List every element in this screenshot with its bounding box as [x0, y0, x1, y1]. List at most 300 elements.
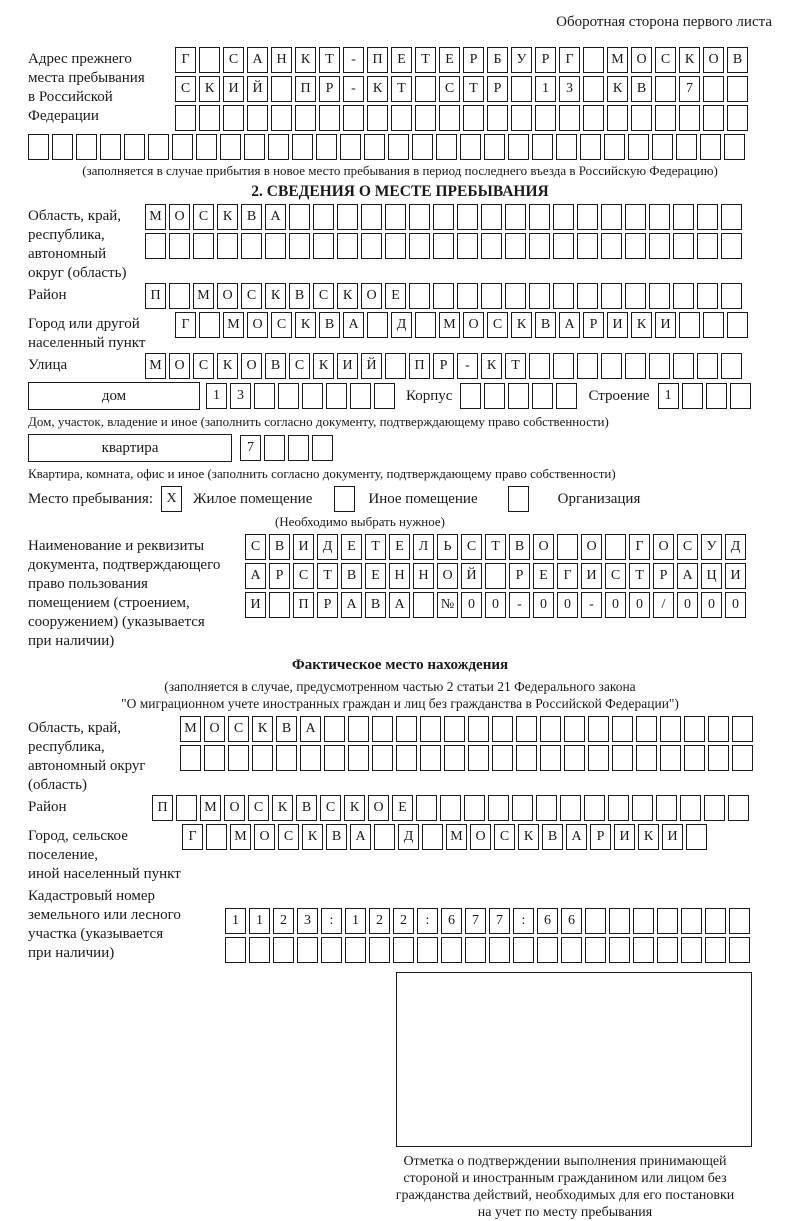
char-cell[interactable]: О — [241, 353, 262, 379]
char-cell[interactable] — [649, 233, 670, 259]
ownership-document-row-3[interactable] — [245, 592, 749, 618]
char-cell[interactable]: - — [581, 592, 602, 618]
char-cell[interactable]: О — [463, 312, 484, 338]
char-cell[interactable] — [388, 134, 409, 160]
char-cell[interactable]: А — [389, 592, 410, 618]
char-cell[interactable] — [364, 134, 385, 160]
char-cell[interactable]: И — [614, 824, 635, 850]
char-cell[interactable]: 7 — [240, 435, 261, 461]
char-cell[interactable]: К — [252, 716, 273, 742]
char-cell[interactable] — [28, 134, 49, 160]
char-cell[interactable] — [609, 908, 630, 934]
char-cell[interactable] — [337, 204, 358, 230]
char-cell[interactable] — [396, 716, 417, 742]
char-cell[interactable]: С — [278, 824, 299, 850]
char-cell[interactable]: О — [437, 563, 458, 589]
char-cell[interactable]: Н — [389, 563, 410, 589]
char-cell[interactable] — [732, 716, 753, 742]
char-cell[interactable] — [204, 745, 225, 771]
char-cell[interactable]: М — [145, 353, 166, 379]
char-cell[interactable]: В — [326, 824, 347, 850]
char-cell[interactable] — [76, 134, 97, 160]
char-cell[interactable] — [269, 592, 290, 618]
char-cell[interactable] — [337, 233, 358, 259]
char-cell[interactable]: О — [368, 795, 389, 821]
char-cell[interactable]: № — [437, 592, 458, 618]
char-cell[interactable] — [350, 383, 371, 409]
char-cell[interactable] — [345, 937, 366, 963]
char-cell[interactable]: Е — [365, 563, 386, 589]
char-cell[interactable] — [302, 383, 323, 409]
char-cell[interactable] — [703, 76, 724, 102]
char-cell[interactable] — [529, 204, 550, 230]
char-cell[interactable]: М — [607, 47, 628, 73]
char-cell[interactable] — [676, 134, 697, 160]
char-cell[interactable]: X — [161, 486, 182, 512]
char-cell[interactable] — [199, 105, 220, 131]
char-cell[interactable] — [468, 716, 489, 742]
char-cell[interactable] — [612, 716, 633, 742]
char-cell[interactable] — [463, 105, 484, 131]
char-cell[interactable] — [729, 908, 750, 934]
char-cell[interactable] — [730, 383, 751, 409]
actual-region-row-2[interactable] — [180, 745, 756, 771]
char-cell[interactable] — [728, 795, 749, 821]
char-cell[interactable]: К — [199, 76, 220, 102]
char-cell[interactable]: С — [293, 563, 314, 589]
char-cell[interactable] — [492, 716, 513, 742]
char-cell[interactable]: 0 — [605, 592, 626, 618]
char-cell[interactable] — [326, 383, 347, 409]
char-cell[interactable]: 1 — [206, 383, 227, 409]
char-cell[interactable] — [415, 105, 436, 131]
char-cell[interactable] — [580, 134, 601, 160]
previous-address-row-1[interactable] — [175, 47, 751, 73]
char-cell[interactable] — [292, 134, 313, 160]
char-cell[interactable]: И — [293, 534, 314, 560]
char-cell[interactable] — [657, 937, 678, 963]
char-cell[interactable] — [601, 353, 622, 379]
char-cell[interactable]: Й — [461, 563, 482, 589]
char-cell[interactable]: П — [145, 283, 166, 309]
char-cell[interactable] — [145, 233, 166, 259]
char-cell[interactable]: / — [653, 592, 674, 618]
char-cell[interactable] — [727, 312, 748, 338]
char-cell[interactable] — [369, 937, 390, 963]
char-cell[interactable] — [633, 908, 654, 934]
char-cell[interactable]: И — [607, 312, 628, 338]
char-cell[interactable]: В — [341, 563, 362, 589]
char-cell[interactable]: Л — [413, 534, 434, 560]
char-cell[interactable] — [484, 134, 505, 160]
char-cell[interactable] — [413, 592, 434, 618]
char-cell[interactable] — [553, 283, 574, 309]
char-cell[interactable]: К — [217, 353, 238, 379]
char-cell[interactable] — [532, 383, 553, 409]
char-cell[interactable]: С — [289, 353, 310, 379]
char-cell[interactable]: И — [662, 824, 683, 850]
char-cell[interactable]: Ь — [437, 534, 458, 560]
char-cell[interactable]: 2 — [393, 908, 414, 934]
char-cell[interactable] — [628, 134, 649, 160]
char-cell[interactable]: А — [677, 563, 698, 589]
char-cell[interactable] — [206, 824, 227, 850]
char-cell[interactable]: 0 — [725, 592, 746, 618]
char-cell[interactable]: 7 — [679, 76, 700, 102]
char-cell[interactable]: К — [679, 47, 700, 73]
char-cell[interactable]: С — [655, 47, 676, 73]
char-cell[interactable] — [440, 795, 461, 821]
char-cell[interactable]: 0 — [485, 592, 506, 618]
char-cell[interactable] — [324, 745, 345, 771]
char-cell[interactable]: М — [446, 824, 467, 850]
char-cell[interactable] — [460, 134, 481, 160]
char-cell[interactable] — [193, 233, 214, 259]
char-cell[interactable] — [52, 134, 73, 160]
char-cell[interactable]: С — [248, 795, 269, 821]
char-cell[interactable] — [680, 795, 701, 821]
char-cell[interactable] — [697, 353, 718, 379]
char-cell[interactable]: В — [269, 534, 290, 560]
char-cell[interactable]: О — [169, 353, 190, 379]
char-cell[interactable] — [241, 233, 262, 259]
char-cell[interactable] — [649, 204, 670, 230]
char-cell[interactable]: М — [200, 795, 221, 821]
char-cell[interactable]: О — [224, 795, 245, 821]
char-cell[interactable]: К — [638, 824, 659, 850]
char-cell[interactable] — [439, 105, 460, 131]
char-cell[interactable] — [588, 716, 609, 742]
char-cell[interactable] — [585, 937, 606, 963]
char-cell[interactable] — [416, 795, 437, 821]
char-cell[interactable] — [508, 486, 529, 512]
char-cell[interactable] — [176, 795, 197, 821]
char-cell[interactable] — [537, 937, 558, 963]
char-cell[interactable] — [385, 204, 406, 230]
char-cell[interactable]: В — [241, 204, 262, 230]
char-cell[interactable]: К — [302, 824, 323, 850]
char-cell[interactable] — [316, 134, 337, 160]
char-cell[interactable]: : — [321, 908, 342, 934]
char-cell[interactable] — [553, 353, 574, 379]
char-cell[interactable] — [729, 937, 750, 963]
char-cell[interactable]: К — [344, 795, 365, 821]
char-cell[interactable] — [487, 105, 508, 131]
char-cell[interactable]: С — [461, 534, 482, 560]
char-cell[interactable] — [444, 745, 465, 771]
char-cell[interactable]: С — [313, 283, 334, 309]
char-cell[interactable] — [512, 795, 533, 821]
char-cell[interactable]: П — [295, 76, 316, 102]
char-cell[interactable] — [264, 435, 285, 461]
char-cell[interactable] — [391, 105, 412, 131]
char-cell[interactable] — [540, 716, 561, 742]
char-cell[interactable]: В — [542, 824, 563, 850]
char-cell[interactable] — [585, 908, 606, 934]
region-row-2[interactable] — [145, 233, 745, 259]
char-cell[interactable] — [516, 716, 537, 742]
char-cell[interactable]: 7 — [465, 908, 486, 934]
char-cell[interactable] — [508, 383, 529, 409]
char-cell[interactable]: С — [494, 824, 515, 850]
char-cell[interactable]: Е — [392, 795, 413, 821]
char-cell[interactable] — [583, 105, 604, 131]
char-cell[interactable]: И — [725, 563, 746, 589]
char-cell[interactable]: В — [265, 353, 286, 379]
char-cell[interactable] — [632, 795, 653, 821]
char-cell[interactable]: Й — [247, 76, 268, 102]
char-cell[interactable]: М — [193, 283, 214, 309]
char-cell[interactable]: В — [535, 312, 556, 338]
char-cell[interactable]: В — [289, 283, 310, 309]
char-cell[interactable] — [433, 204, 454, 230]
char-cell[interactable] — [703, 312, 724, 338]
char-cell[interactable]: А — [245, 563, 266, 589]
char-cell[interactable]: 0 — [557, 592, 578, 618]
checkbox-organization[interactable] — [508, 486, 532, 512]
char-cell[interactable] — [652, 134, 673, 160]
char-cell[interactable] — [556, 383, 577, 409]
char-cell[interactable] — [609, 937, 630, 963]
char-cell[interactable] — [124, 134, 145, 160]
char-cell[interactable] — [169, 283, 190, 309]
char-cell[interactable] — [244, 134, 265, 160]
char-cell[interactable] — [460, 383, 481, 409]
char-cell[interactable] — [708, 745, 729, 771]
char-cell[interactable]: К — [337, 283, 358, 309]
char-cell[interactable] — [457, 204, 478, 230]
char-cell[interactable] — [249, 937, 270, 963]
char-cell[interactable]: О — [581, 534, 602, 560]
korpus-cells[interactable] — [460, 383, 580, 409]
char-cell[interactable]: И — [223, 76, 244, 102]
char-cell[interactable] — [319, 105, 340, 131]
char-cell[interactable] — [682, 383, 703, 409]
char-cell[interactable]: О — [204, 716, 225, 742]
char-cell[interactable]: П — [293, 592, 314, 618]
char-cell[interactable] — [374, 824, 395, 850]
char-cell[interactable]: 6 — [537, 908, 558, 934]
char-cell[interactable] — [583, 47, 604, 73]
previous-address-row-3[interactable] — [175, 105, 751, 131]
char-cell[interactable] — [199, 312, 220, 338]
char-cell[interactable] — [505, 204, 526, 230]
char-cell[interactable]: А — [247, 47, 268, 73]
char-cell[interactable]: Т — [365, 534, 386, 560]
char-cell[interactable]: 0 — [677, 592, 698, 618]
char-cell[interactable]: Р — [269, 563, 290, 589]
char-cell[interactable] — [247, 105, 268, 131]
char-cell[interactable] — [631, 105, 652, 131]
char-cell[interactable] — [697, 233, 718, 259]
char-cell[interactable]: Т — [391, 76, 412, 102]
char-cell[interactable] — [655, 76, 676, 102]
char-cell[interactable] — [673, 233, 694, 259]
char-cell[interactable] — [511, 105, 532, 131]
char-cell[interactable]: К — [367, 76, 388, 102]
char-cell[interactable] — [343, 105, 364, 131]
ownership-document-row-2[interactable] — [245, 563, 749, 589]
char-cell[interactable]: 0 — [533, 592, 554, 618]
char-cell[interactable] — [334, 486, 355, 512]
char-cell[interactable] — [625, 283, 646, 309]
char-cell[interactable]: 3 — [559, 76, 580, 102]
char-cell[interactable] — [367, 105, 388, 131]
char-cell[interactable]: К — [607, 76, 628, 102]
char-cell[interactable] — [412, 134, 433, 160]
char-cell[interactable] — [199, 47, 220, 73]
char-cell[interactable] — [289, 204, 310, 230]
char-cell[interactable]: 6 — [561, 908, 582, 934]
char-cell[interactable] — [679, 312, 700, 338]
char-cell[interactable]: С — [245, 534, 266, 560]
char-cell[interactable]: Р — [535, 47, 556, 73]
char-cell[interactable] — [492, 745, 513, 771]
char-cell[interactable] — [649, 353, 670, 379]
char-cell[interactable] — [488, 795, 509, 821]
char-cell[interactable] — [681, 908, 702, 934]
char-cell[interactable] — [505, 233, 526, 259]
char-cell[interactable] — [422, 824, 443, 850]
char-cell[interactable] — [468, 745, 489, 771]
char-cell[interactable] — [409, 233, 430, 259]
char-cell[interactable] — [340, 134, 361, 160]
char-cell[interactable] — [481, 233, 502, 259]
checkbox-residential[interactable] — [161, 486, 185, 512]
char-cell[interactable]: И — [337, 353, 358, 379]
char-cell[interactable]: М — [439, 312, 460, 338]
char-cell[interactable]: О — [470, 824, 491, 850]
char-cell[interactable] — [278, 383, 299, 409]
char-cell[interactable]: М — [230, 824, 251, 850]
char-cell[interactable] — [604, 134, 625, 160]
stroenie-cells[interactable] — [658, 383, 754, 409]
char-cell[interactable] — [721, 233, 742, 259]
char-cell[interactable]: А — [265, 204, 286, 230]
char-cell[interactable]: Т — [629, 563, 650, 589]
char-cell[interactable] — [484, 383, 505, 409]
char-cell[interactable] — [649, 283, 670, 309]
char-cell[interactable] — [220, 134, 241, 160]
region-row-1[interactable] — [145, 204, 745, 230]
char-cell[interactable]: : — [513, 908, 534, 934]
char-cell[interactable] — [564, 745, 585, 771]
char-cell[interactable]: С — [193, 353, 214, 379]
actual-district-row[interactable] — [152, 795, 752, 821]
char-cell[interactable]: Н — [413, 563, 434, 589]
char-cell[interactable] — [415, 312, 436, 338]
char-cell[interactable]: П — [409, 353, 430, 379]
char-cell[interactable]: В — [631, 76, 652, 102]
char-cell[interactable]: 1 — [225, 908, 246, 934]
char-cell[interactable]: Т — [485, 534, 506, 560]
street-row[interactable] — [145, 353, 745, 379]
char-cell[interactable] — [481, 204, 502, 230]
char-cell[interactable]: 3 — [230, 383, 251, 409]
char-cell[interactable]: Е — [391, 47, 412, 73]
char-cell[interactable] — [681, 937, 702, 963]
char-cell[interactable] — [361, 204, 382, 230]
previous-address-row-2[interactable] — [175, 76, 751, 102]
char-cell[interactable]: К — [265, 283, 286, 309]
char-cell[interactable]: Р — [317, 592, 338, 618]
char-cell[interactable]: В — [319, 312, 340, 338]
char-cell[interactable]: Ц — [701, 563, 722, 589]
char-cell[interactable] — [607, 105, 628, 131]
char-cell[interactable] — [265, 233, 286, 259]
char-cell[interactable] — [532, 134, 553, 160]
char-cell[interactable]: К — [481, 353, 502, 379]
char-cell[interactable]: Г — [559, 47, 580, 73]
char-cell[interactable] — [409, 204, 430, 230]
char-cell[interactable] — [436, 134, 457, 160]
char-cell[interactable]: С — [241, 283, 262, 309]
char-cell[interactable] — [393, 937, 414, 963]
char-cell[interactable]: - — [343, 76, 364, 102]
char-cell[interactable] — [297, 937, 318, 963]
char-cell[interactable]: К — [272, 795, 293, 821]
char-cell[interactable] — [505, 283, 526, 309]
char-cell[interactable] — [705, 908, 726, 934]
char-cell[interactable] — [268, 134, 289, 160]
char-cell[interactable]: В — [296, 795, 317, 821]
char-cell[interactable]: 0 — [701, 592, 722, 618]
char-cell[interactable]: Р — [487, 76, 508, 102]
char-cell[interactable] — [673, 283, 694, 309]
char-cell[interactable] — [564, 716, 585, 742]
char-cell[interactable]: Р — [509, 563, 530, 589]
char-cell[interactable]: А — [300, 716, 321, 742]
char-cell[interactable] — [441, 937, 462, 963]
char-cell[interactable]: 1 — [658, 383, 679, 409]
char-cell[interactable] — [625, 353, 646, 379]
char-cell[interactable] — [367, 312, 388, 338]
char-cell[interactable] — [417, 937, 438, 963]
char-cell[interactable]: К — [295, 312, 316, 338]
char-cell[interactable] — [508, 134, 529, 160]
char-cell[interactable] — [625, 204, 646, 230]
char-cell[interactable]: С — [223, 47, 244, 73]
char-cell[interactable] — [148, 134, 169, 160]
char-cell[interactable] — [516, 745, 537, 771]
char-cell[interactable]: Р — [590, 824, 611, 850]
char-cell[interactable] — [228, 745, 249, 771]
char-cell[interactable] — [721, 283, 742, 309]
char-cell[interactable] — [721, 204, 742, 230]
char-cell[interactable]: Д — [391, 312, 412, 338]
char-cell[interactable]: 6 — [441, 908, 462, 934]
char-cell[interactable]: К — [511, 312, 532, 338]
char-cell[interactable] — [657, 908, 678, 934]
char-cell[interactable] — [656, 795, 677, 821]
house-type-box[interactable]: дом — [28, 382, 200, 410]
char-cell[interactable]: В — [727, 47, 748, 73]
char-cell[interactable] — [172, 134, 193, 160]
char-cell[interactable] — [686, 824, 707, 850]
char-cell[interactable]: Д — [725, 534, 746, 560]
char-cell[interactable] — [321, 937, 342, 963]
char-cell[interactable] — [705, 937, 726, 963]
char-cell[interactable]: Р — [319, 76, 340, 102]
char-cell[interactable]: С — [677, 534, 698, 560]
char-cell[interactable]: Р — [583, 312, 604, 338]
char-cell[interactable] — [313, 233, 334, 259]
char-cell[interactable]: Д — [398, 824, 419, 850]
char-cell[interactable]: С — [439, 76, 460, 102]
char-cell[interactable]: С — [487, 312, 508, 338]
char-cell[interactable]: - — [509, 592, 530, 618]
char-cell[interactable]: 2 — [273, 908, 294, 934]
